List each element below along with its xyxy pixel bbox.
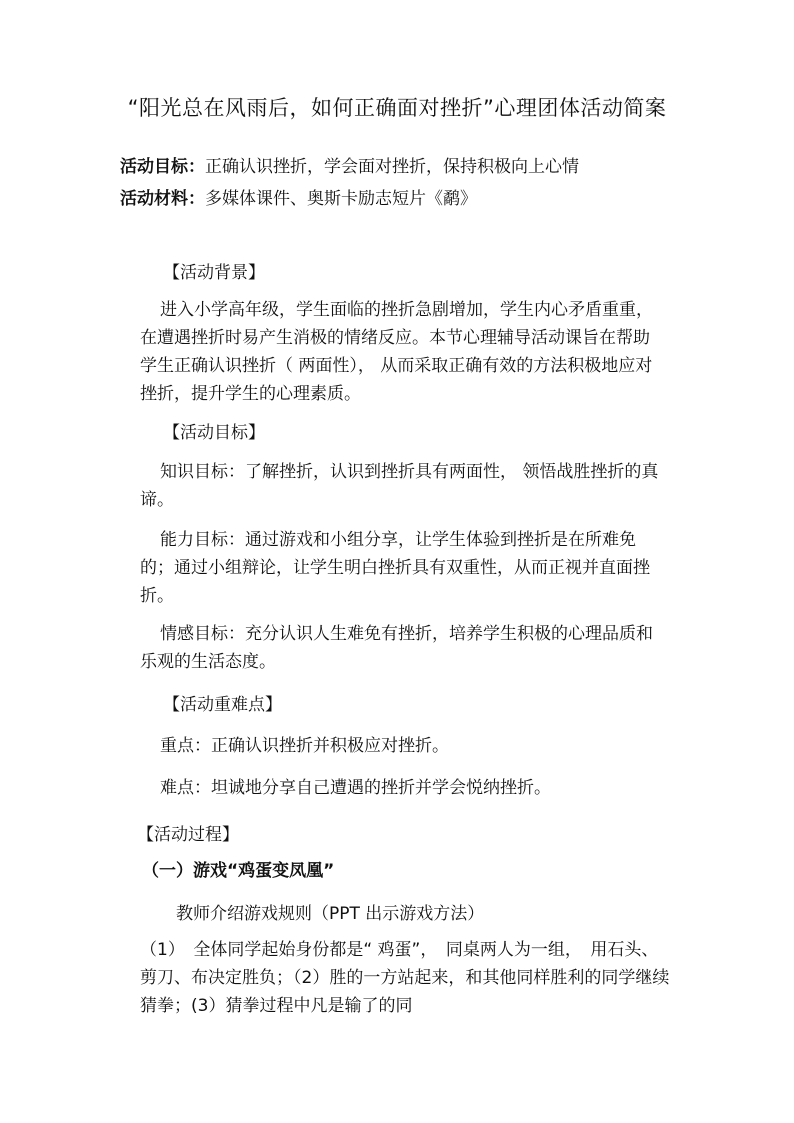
- ability-goal: 能力目标：通过游戏和小组分享，让学生体验到挫折是在所难免的；通过小组辩论，让学生明白挫折具有双重性，从而正视并直面挫折。: [140, 530, 650, 606]
- process-heading: 【活动过程】: [137, 825, 239, 845]
- material-line: [120, 184, 477, 209]
- difficult-point: 难点：坦诚地分享自己遭遇的挫折并学会悦纳挫折。: [160, 778, 551, 798]
- background-paragraph: 进入小学高年级，学生面临的挫折急剧增加，学生内心矛盾重重，在遭遇挫折时易产生消极的情绪反应。本节心理辅导活动课旨在帮助学生正确认识挫折（ 两面性）， 从而采取正确有效的方法积极地应对挫折，提升学生的心理素质。: [140, 300, 653, 404]
- knowledge-goal: 知识目标：了解挫折，认识到挫折具有两面性， 领悟战胜挫折的真谛。: [140, 462, 659, 510]
- game-heading: （一）游戏“鸡蛋变凤凰”: [142, 861, 335, 881]
- goal-text: 正确认识挫折，学会面对挫折，保持积极向上心情: [205, 157, 579, 177]
- key-heading: 【活动重难点】: [163, 695, 282, 715]
- game-intro: 教师介绍游戏规则（PPT 出示游戏方法）: [176, 904, 485, 924]
- goal-label: 活动目标：: [120, 157, 205, 177]
- key-point: 重点：正确认识挫折并积极应对挫折。: [160, 736, 449, 756]
- document-title: “阳光总在风雨后，如何正确面对挫折”心理团体活动简案: [127, 96, 667, 120]
- game-rules: （1） 全体同学起始身份都是“ 鸡蛋”， 同桌两人为一组， 用石头、剪刀、布决定胜负；（2）胜的一方站起来，和其他同样胜利的同学继续猜拳；(3）猜拳过程中凡是输了的同: [140, 940, 670, 1016]
- goal-line: [120, 152, 579, 177]
- material-label: 活动材料：: [120, 189, 205, 209]
- background-heading: 【活动背景】: [163, 263, 265, 283]
- objectives-heading: 【活动目标】: [163, 423, 265, 443]
- emotion-goal: 情感目标：充分认识人生难免有挫折，培养学生积极的心理品质和乐观的生活态度。: [140, 624, 653, 672]
- material-text: 多媒体课件、奥斯卡励志短片《鹬》: [205, 189, 477, 209]
